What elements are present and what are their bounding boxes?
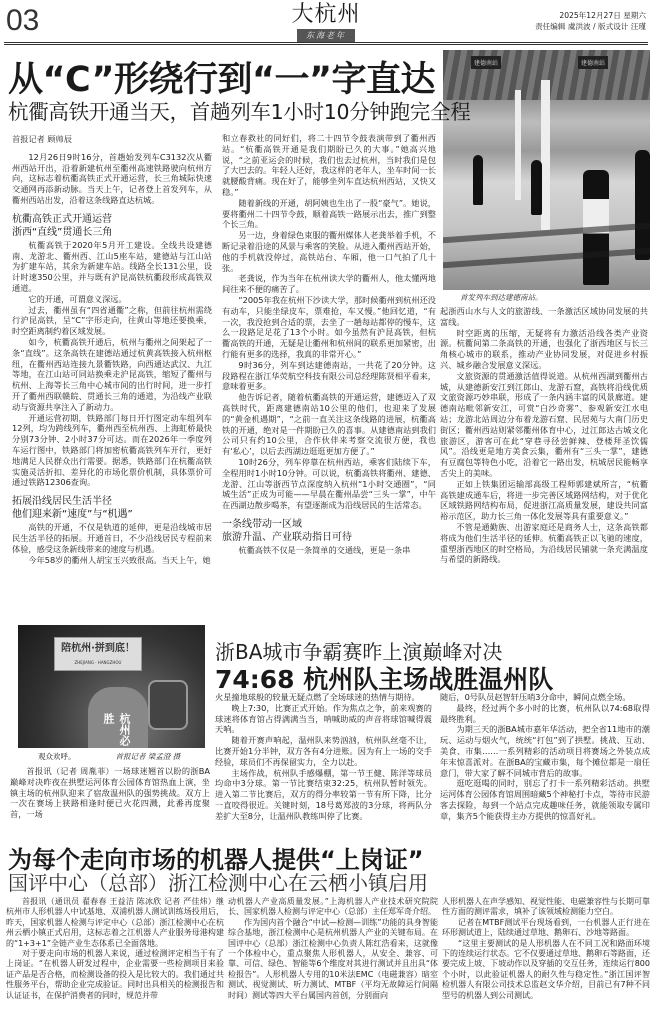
body-paragraph: 10时26分，列车停靠在杭州西站，乘客们陆续下车，全程用时1小时10分钟。可以说，杭衢高铁将衢州、建德、龙游、江山等浙西节点深度纳入杭州“1小时交通圈”，“同城生活”正成为可能——早晨在衢州品尝“三头一掌”，中午在西湖边散步喝茶，有望逐渐成为沿线居民的生活常态。 [222, 456, 436, 511]
body-paragraph: 动机器人产业高质量发展。”上海机器人产业技术研究院院长、国家机器人检测与评定中心（总部）主任郑军奇介绍。 [228, 897, 438, 917]
body-paragraph: 晚上7:30，比赛正式开始。作为焦点之争，前来观赛的球迷将体育馆占得满满当当，呐喊助威的声音将球馆喊得震天响。 [215, 702, 432, 735]
robot-column-1 [6, 897, 224, 1001]
body-paragraph: 随着开赛声响起，温州队来势汹汹，杭州队丝毫不让，比赛开始1分半钟，双方各有4分进账。因为有上一场的交手经验，球员们不再保留实力，全力以赴。 [215, 735, 432, 767]
body-paragraph: 为期三天的浙BA城市嘉年华活动，把全省11地市的潮玩、运动与烟火气，统统“打包”到了拱墅。挑战、互动、美食、市集……一系列精彩的活动项目将赛场之外装点成年末惊喜派对。在浙BA的宝藏市集，每个摊位都是一扇任意门，带大家了解不同城市背后的故事。 [440, 724, 650, 778]
robot-column-2 [228, 897, 438, 1001]
body-paragraph: 随着新线的开通，胡阿姨也生出了一股“豪气”。她说，要将衢州二十四节令鼓，顺着高铁一路展示出去，推广到整个长三角。 [222, 197, 436, 230]
body-paragraph: 他告诉记者，随着杭衢高铁的开通运营，建德迈入了双高铁时代，距离建德南站10公里的他们，也迎来了发展的“黄金机遇期”，“之前一直关注这条线路的进展，杭衢高铁的开通，绝对是一件期盼已久的喜事。从建德南站到我们公司只有约10公里，合作伙伴来考察交流很方便，我也有‘私心’，以后去西湖边逛逛更加方便了。” [222, 392, 436, 457]
passenger [635, 150, 650, 260]
header-divider [4, 42, 648, 45]
body-paragraph: 12月26日9时16分，首趟始发列车C3132次从衢州西站开出，沿着新建杭州至衢州高速铁路驶向杭州方向，这标志着杭衢高铁正式开通运营，长三角城际快速交通网再添新动脉。当天上午，记者登上首发列车，从衢州西站出发，沿着这条线路直达杭城。 [12, 151, 212, 205]
section-subheading: 浙西“直线”贯通长三角 [12, 226, 113, 238]
issue-date: 2025年12月27日 星期六 [559, 11, 646, 20]
drum [148, 680, 188, 730]
body-paragraph: 人形机器人在声学感知、视觉性能、电磁兼容性与长期可靠性方面的测评需求，填补了该领域检测能力空白。 [442, 897, 650, 917]
section-title: 大杭州 [291, 2, 361, 27]
fan-sign-text: 陪杭州·拼到底！ [61, 643, 135, 654]
basketball-kicker: 浙BA城市争霸赛昨上演巅峰对决 [215, 640, 503, 664]
body-paragraph: 今年58岁的衢州人胡宝玉兴致很高。当天上午，她 [28, 554, 211, 565]
body-paragraph: 和立春救社的同好们，将二十四节令鼓表演带到了衢州西站。“杭衢高铁开通是我们期盼已久的大事。”她高兴地说，“之前亚运会的时候，我们也去过杭州，当时我们是包了大巴去的。年轻人还好，我这样的老年人，坐车时间一长就腰酸背痛。现在好了，能够坐列车直达杭州西站，又快又稳。” [222, 133, 436, 197]
section-subheading: 他们迎来新“速度”与“机遇” [12, 509, 133, 521]
station-sign: 建德南站 [471, 56, 501, 69]
body-paragraph: 杭衢高铁不仅是一条简单的交通线，更是一条串 [238, 544, 411, 555]
body-paragraph: 记者在MTBF测试平台现场看到，一台机器人正行进在环形测试道上，陆续通过草地、鹅卵石、沙地等路面。 [442, 917, 650, 938]
robot-column-3 [442, 897, 650, 1001]
body-paragraph: 随后，0号队员赵智轩压哨3分命中，瞬间点燃全场。 [440, 692, 631, 702]
body-paragraph: 时空距离的压缩，无疑将有力激活沿线各类产业资源。杭衢间第二条高铁的开通，也强化了浙西地区与长三角核心城市的联系，推动产业协同发展，对促进乡村振兴、城乡融合发展意义深远。 [440, 327, 648, 370]
body-paragraph: 主场作战，杭州队手感爆棚，第一节王健、陈洋等球员均命中3分球。第一节比赛结束32:25，杭州队暂时领先。进入第二节比赛后，双方的得分率较第一节有所下降，比分一直咬得很近。关键时刻，18号葛郑波的3分球，将两队分差扩大至8分，让温州队教练叫停了比赛。 [215, 767, 432, 821]
body-paragraph: 过去，衢州虽有“四省通衢”之称，但前往杭州需绕行沪昆高铁，呈“C”字形走向，往黄山等地还要换乘，时空距离制约着区域发展。 [12, 304, 212, 337]
body-paragraph: 如今，杭衢高铁开通后，杭州与衢州之间架起了一条“直线”。这条高铁在建德站通过杭黄高铁接入杭州枢纽，在衢州西站连接九景衢铁路，向西通达武汉、九江等地，在江山站可同站换乘走沪昆高铁，缩短了衢州与杭州、上海等长三角中心城市间的出行时间，进一步打开了衢州西联赣皖、贯通长三角的通道，为沿线产业联动与资源共享注入了新动力。 [12, 336, 212, 412]
body-paragraph: 作为国内首个融合“中试—检测—训练”功能的具身智能综合基地，浙江检测中心是杭州机器人产业的关键布局。在国评中心（总部）浙江检测中心负责人陈红浩看来，这就像一个体检中心，重点聚焦人形机器人，从安全、兼容、可靠、可信、绿色、智能等6个维度对其进行测试并且出具“体检报告”。人形机器人专用的10米法EMC（电磁兼容）暗室测试、视觉测试、听力测试、MTBF（平均无故障运行间隔时间）测试等四大平台属国内首创，分别面向 [228, 917, 438, 1000]
fan-sign-subtext: ZHEJIANG · HANGZHOU [74, 660, 122, 665]
lead-subheadline: 杭衢高铁开通当天，首趟列车1小时10分钟跑完全程 [8, 100, 471, 124]
body-paragraph: 首报讯（通讯员 翟春春 王益洁 陈冰欣 记者 严佳炜）继杭州市人形机器人中试基地、双浦机器人测试训练场投用后，昨天，国家机器人检测与评定中心（总部）浙江检测中心在杭州云栖小镇正式启用，这标志着之江机器人产业服务母港构建的“1+3+1”全链产业生态体系已全面落地。 [6, 897, 224, 948]
body-paragraph: 高铁的开通，不仅是轨道的延伸，更是沿线城市居民生活半径的拓展。开通首日，不少沿线居民专程前来体验，感受这条新线带来的速度与机遇。 [12, 522, 212, 554]
fan-sign [54, 637, 142, 671]
section-subheading: 拓展沿线居民生活半径 [12, 496, 112, 508]
body-paragraph: 老龚说，作为当年在杭州读大学的衢州人，他太懂两地间往来不便的痛苦了。 [222, 273, 436, 295]
body-paragraph: 火星撞地球般的较量无疑点燃了全场球迷的热情与期待。 [215, 692, 420, 702]
lead-headline: 从“C”形绕行到“一”字直达 [8, 60, 435, 100]
section-masthead [290, 2, 362, 42]
passenger [531, 160, 542, 215]
body-paragraph: “2005年我在杭州下沙读大学，那时候衢州到杭州还没有动车，只能坐绿皮车，票难抢，车又慢。”他回忆道，“有一次，我没抢到合适的票，去坐了一趟每站都停的慢车，这么一段路足足花了13个小时。如今虽然有沪昆高铁，但杭衢高铁的开通，无疑是让衢州和杭州间的联系更加紧密，出行能有更多的选择，我真的非常开心。” [222, 294, 436, 359]
fan-shirt-text: 杭州必胜 [102, 713, 131, 746]
body-paragraph: 对于要走向市场的机器人来说，通过检测评定相当于有了上岗证。“在机器人研发过程中，企业需要一些检测项目来验证产品是否合格，而检测设备的投入是比较大的。我们通过共性服务平台，帮助企业完成验证。同时出具相关的检测报告和认证证书，在保护消费者的同时，规范并带 [6, 949, 224, 1000]
body-paragraph: 文旅资源的贯通激活值得说道。从杭州西湖到衢州古城，从建德新安江到江郎山、龙游石窟，高铁将沿线优质文旅资源巧妙串联，形成了一条内涵丰富的风景廊道。建德南站毗邻新安江，可赏“白沙奇雾”、参观新安江水电站；龙游北站周边分布着龙游石窟、民居苑与大南门历史街区；衢州西站则紧邻衢州体育中心，过江郎达古城文化旅游区，游客可在此“穿巷寻径尝鲜辣、登楼拜圣饮儒风”。沿线更是地方美食云集，衢州有“三头一掌”，建德有豆腐包等特色小吃，沿着它一路出发，杭城居民能畅享舌尖上的美味。 [440, 370, 648, 478]
caption-text: 观众欢呼。 [38, 752, 76, 761]
body-paragraph: 正如上铁集团运输部高级工程师郭建斌所言，“杭衢高铁建成通车后，将进一步完善区域路网结构，对于优化区域铁路网结构布局，促进浙江高质量发展，建设共同富裕示范区，助力长三角一体化发展等具有重要意义。” [440, 478, 648, 522]
basketball-column-0 [10, 766, 210, 820]
editor-credits: 责任编辑 虞洪波 / 版式设计 汪瑾 [535, 22, 646, 31]
body-paragraph: 首报讯（记者 周胤菲）一场球迷翘首以盼的浙BA巅峰对决昨夜在拱墅运河体育公园体育馆热血上演，坐镇主场的杭州队迎来了宿敌温州队的强势挑战。双方上一次在赛场上狭路相逢时便已火花四溅，此番再度聚首，一场 [10, 766, 210, 820]
basketball-column-2 [440, 692, 650, 822]
body-paragraph: 杭衢高铁于2020年5月开工建设。全线共设建德南、龙游北、衢州西、江山5座车站，建德站与江山站为扩建车站，其余为新建车站。线路全长131公里，设计时速350公里，并与既有沪昆高铁杭衢段形成高铁双通道。 [12, 239, 212, 293]
body-paragraph: 9时36分，列车到达建德南站，一共花了20分钟。这段路程在浙江华荧航空科技有限公司总经理陈贤相平看来，意味着更多。 [222, 359, 436, 392]
body-paragraph: 另一边，身着绿色束服的衢州媒体人老龚举着手机，不断记录着沿途的风景与乘客的笑脸。从进入衢州西站开始，他的手机就没停过，高铁站台、车厢，他一口气拍了几十张。 [222, 230, 436, 273]
body-paragraph: 最终，经过两个多小时的比赛，杭州队以74:68取得最终胜利。 [440, 702, 650, 724]
basketball-fans-photo [18, 625, 205, 748]
photo-credit: 首报记者 梁孟澄 摄 [115, 752, 181, 761]
body-paragraph: 开通运营初期，铁路部门每日开行图定动车组列车12列，均为跨线列车，衢州西至杭州西、上海虹桥最快分别73分钟、2小时37分可达。而在2026年一季度列车运行图中，铁路部门将加密杭衢高铁列车开行，更好地满足人民群众出行需要。据悉，铁路部门在杭衢高铁实施灵活折扣、差异化的市场化票价机制，具体票价可通过铁路12306查询。 [12, 412, 212, 488]
pillar [541, 80, 550, 230]
body-paragraph: “这里主要测试的是人形机器人在不同工况和路面环境下的连续运行状态。它不仅要通过草地、鹅卵石等路面，还要完成上坡、下坡动作以及穿插的交互任务，连续运行800个小时，以此验证机器人的耐久性与稳定性。”浙江国评智检机器人有限公司技术总监赵文华介绍，目前已有7种不同型号的机器人到公司测试。 [442, 938, 650, 1000]
section-subheading: 旅游升温、产业联动指日可待 [222, 531, 352, 543]
lead-photo-caption: 首发列车到达建德南站。 [460, 293, 543, 302]
section-badge: 东海老年 [297, 29, 355, 42]
lead-column-2 [222, 133, 436, 556]
dateline [535, 10, 646, 32]
basketball-column-1 [215, 692, 432, 822]
body-paragraph: 不管是通勤族、出游家庭还是商务人士，这条高铁都将成为他们生活半径的延伸。杭衢高铁正以飞驰的速度，重塑浙西地区的时空格局，为沿线居民铺就一条充满温度与希望的新路线。 [440, 521, 648, 565]
passenger [473, 155, 483, 205]
body-paragraph: 起浙西山水与人文的旅游线、一条激活区域协同发展的共富线。 [440, 306, 648, 327]
section-subheading: 杭衢高铁正式开通运营 [12, 213, 112, 225]
shadow [443, 248, 650, 268]
byline: 首报记者 顾帅辰 [12, 134, 72, 144]
basketball-photo-caption [38, 752, 208, 762]
section-subheading: 一条线带动一区域 [222, 518, 302, 530]
station-sign: 建德南站 [578, 56, 608, 69]
pillar [515, 90, 521, 200]
lead-photo-train-platform [443, 50, 650, 290]
body-paragraph: 它的开通，可谓意义深远。 [28, 293, 127, 304]
lead-column-3 [440, 306, 648, 565]
page-number: 03 [6, 4, 40, 37]
robot-headline: 为每个走向市场的机器人提供“上岗证” [8, 846, 424, 874]
lead-column-1 [12, 134, 212, 565]
body-paragraph: 逛吃逛喝的同时，别忘了打卡一系列精彩活动。拱墅运河体育公园体育馆周围暗藏5个神秘打卡点，等待市民游客去探险，每到一个站点完成趣味任务，就能领取专属印章，集齐5个能获得主办方提供的惊喜好礼。 [440, 778, 650, 821]
robot-subheadline: 国评中心（总部）浙江检测中心在云栖小镇启用 [8, 871, 428, 895]
basketball-headline: 74:68 杭州队主场战胜温州队 [215, 665, 554, 694]
